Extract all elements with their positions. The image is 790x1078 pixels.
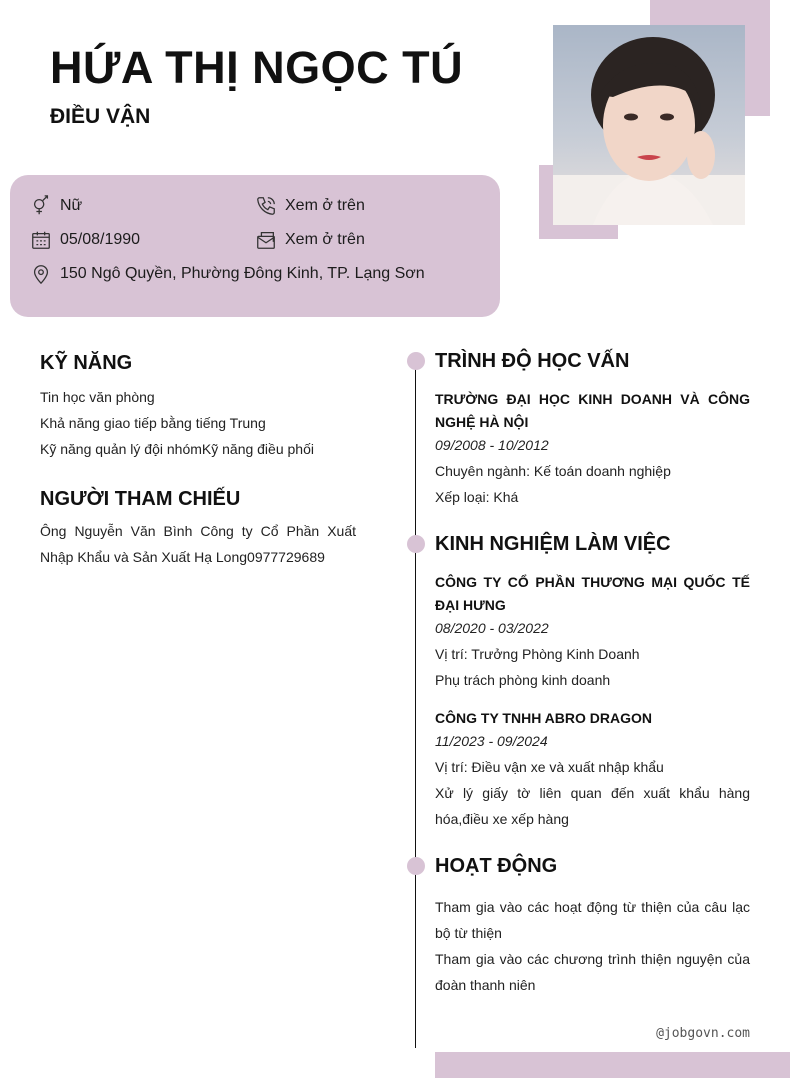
candidate-name: HỨA THỊ NGỌC TÚ xyxy=(50,42,464,93)
email-icon xyxy=(255,229,277,251)
activity-item: Tham gia vào các chương trình thiện nguyện của đoàn thanh niên xyxy=(435,951,750,993)
skills-heading: KỸ NĂNG xyxy=(40,352,133,374)
job-description: Xử lý giấy tờ liên quan đến xuất khẩu hàng hóa,điều xe xếp hàng xyxy=(435,785,750,827)
gender-info xyxy=(30,195,82,217)
company-name: CÔNG TY CỔ PHẦN THƯƠNG MẠI QUỐC TẾ ĐẠI HƯNG xyxy=(435,574,750,613)
job-position: Vị trí: Điều vận xe và xuất nhập khẩu xyxy=(435,759,664,775)
calendar-icon xyxy=(30,229,52,251)
activities-heading: HOẠT ĐỘNG xyxy=(435,855,558,877)
job-position: Vị trí: Trưởng Phòng Kinh Doanh xyxy=(435,646,640,662)
address-value: 150 Ngô Quyền, Phường Đông Kinh, TP. Lạng Sơn xyxy=(60,265,425,282)
skill-item: Tin học văn phòng xyxy=(40,389,155,405)
phone-value: Xem ở trên xyxy=(285,197,365,214)
timeline-dot xyxy=(407,352,425,370)
decorative-block-bottom xyxy=(435,1052,790,1078)
education-grade: Xếp loại: Khá xyxy=(435,489,519,505)
company-name: CÔNG TY TNHH ABRO DRAGON xyxy=(435,710,652,726)
timeline-dot xyxy=(407,857,425,875)
education-heading: TRÌNH ĐỘ HỌC VẤN xyxy=(435,350,630,372)
birthday-info xyxy=(30,229,140,251)
school-name: TRƯỜNG ĐẠI HỌC KINH DOANH VÀ CÔNG NGHỆ HÀ NỘI xyxy=(435,391,750,430)
experience-heading: KINH NGHIỆM LÀM VIỆC xyxy=(435,533,671,555)
watermark-text: @jobgovn.com xyxy=(656,1026,750,1041)
skill-item: Khả năng giao tiếp bằng tiếng Trung xyxy=(40,415,266,431)
email-value: Xem ở trên xyxy=(285,231,365,248)
reference-text: Ông Nguyễn Văn Bình Công ty Cổ Phần Xuất Nhập Khẩu và Sản Xuất Hạ Long0977729689 xyxy=(40,523,356,565)
gender-icon xyxy=(30,195,52,217)
job-title: ĐIỀU VẬN xyxy=(50,105,151,128)
address-info xyxy=(30,263,425,285)
education-period: 09/2008 - 10/2012 xyxy=(435,437,549,453)
references-heading: NGƯỜI THAM CHIẾU xyxy=(40,488,241,510)
skill-item: Kỹ năng quản lý độ̣i nhómKỹ năng điều phối xyxy=(40,441,314,457)
location-icon xyxy=(30,263,52,285)
education-major: Chuyên ngành: Kế toán doanh nghiệp xyxy=(435,463,671,479)
job-description: Phụ trách phòng kinh doanh xyxy=(435,672,611,688)
profile-photo xyxy=(553,25,745,225)
timeline-line xyxy=(415,360,416,1048)
job-period: 11/2023 - 09/2024 xyxy=(435,733,548,749)
phone-info xyxy=(255,195,365,217)
activity-item: Tham gia vào các hoạt động từ thiện của câu lạc bộ từ thiện xyxy=(435,899,750,941)
phone-icon xyxy=(255,195,277,217)
personal-info-panel xyxy=(10,175,500,317)
gender-value: Nữ xyxy=(60,197,83,214)
job-period: 08/2020 - 03/2022 xyxy=(435,620,549,636)
birthday-value: 05/08/1990 xyxy=(60,231,141,248)
timeline-dot xyxy=(407,535,425,553)
email-info xyxy=(255,229,365,251)
